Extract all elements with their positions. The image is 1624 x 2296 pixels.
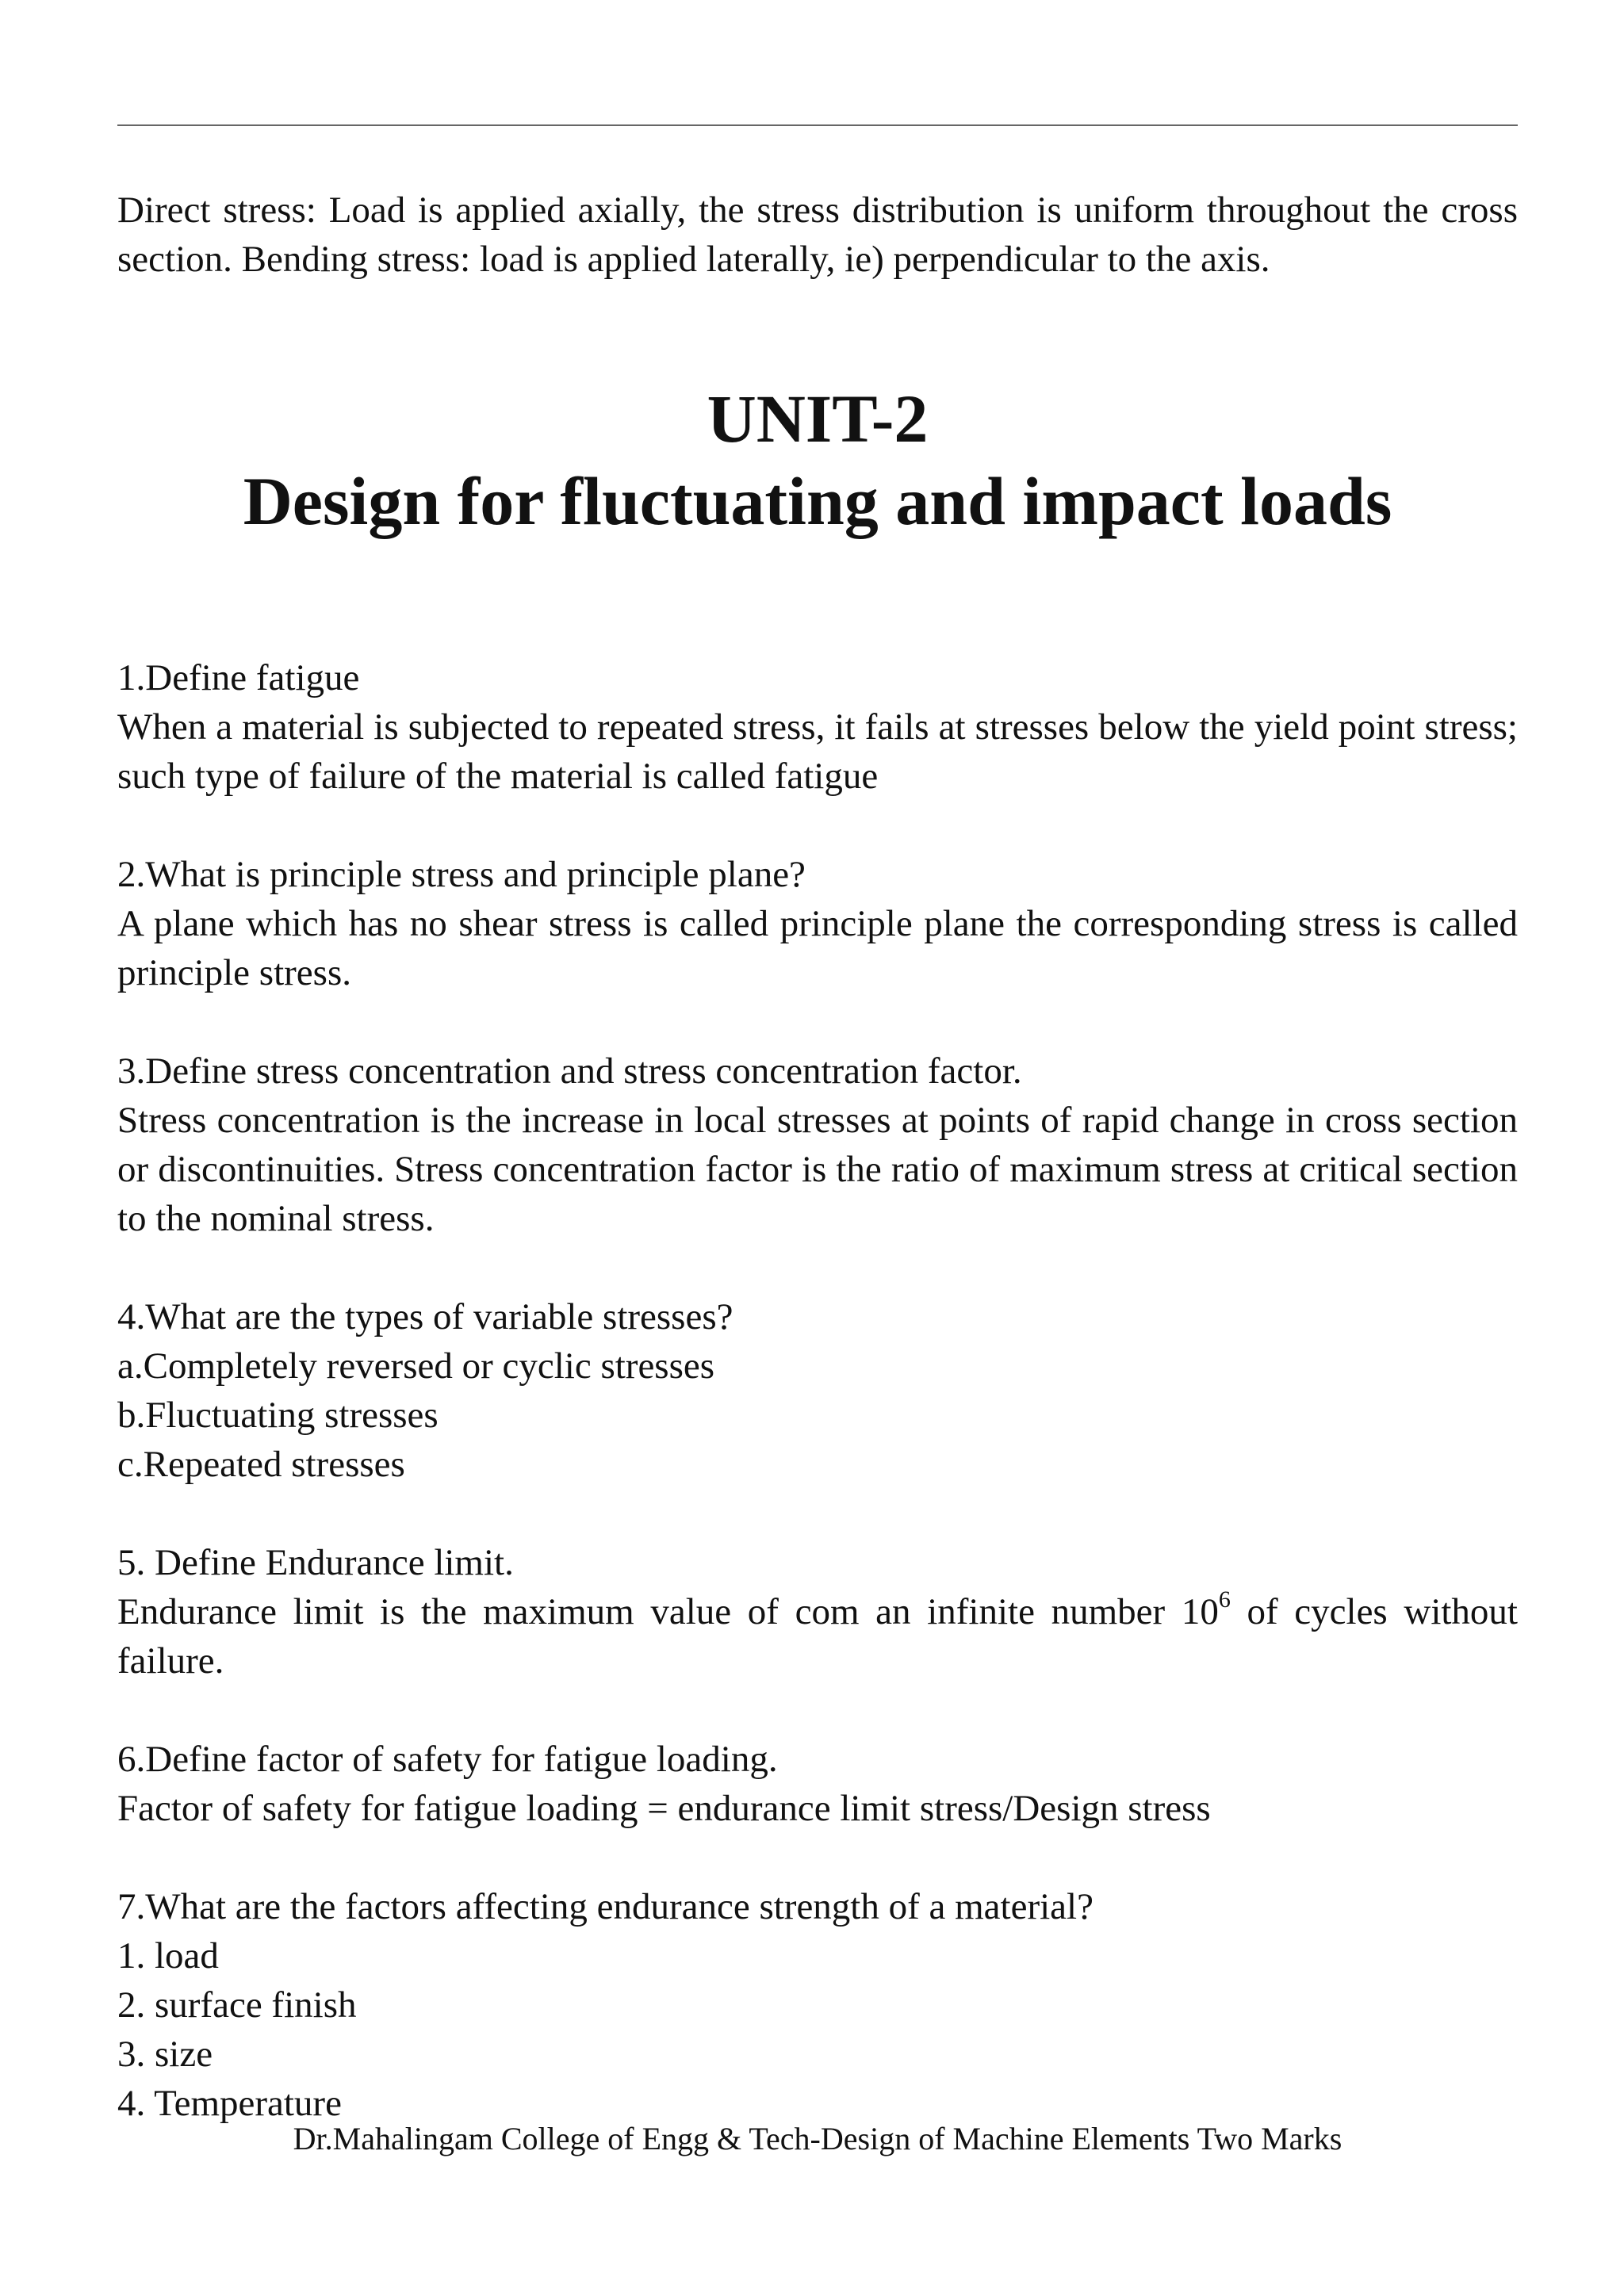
answer-5 xyxy=(117,1587,1518,1686)
list-item: b.Fluctuating stresses xyxy=(117,1395,439,1436)
list-item: c.Repeated stresses xyxy=(117,1444,405,1485)
cycles-base: 10 xyxy=(1181,1591,1219,1632)
question-3: 3.Define stress concentration and stress concentration factor. xyxy=(117,1050,1022,1092)
answer-3: Stress concentration is the increase in local stresses at points of rapid change in cross section or discontinuities. Stress concentration factor is the ratio of maximum stress at critical section to the nominal stress. xyxy=(117,1100,1518,1239)
title-block xyxy=(117,377,1518,542)
answer-1: When a material is subjected to repeated stress, it fails at stresses below the yield point stress; such type of failure of the material is called fatigue xyxy=(117,706,1518,797)
question-2: 2.What is principle stress and principle plane? xyxy=(117,854,806,895)
question-6: 6.Define factor of safety for fatigue loading. xyxy=(117,1739,778,1780)
unit-heading: UNIT-2 xyxy=(707,381,929,457)
qa-item-2 xyxy=(117,850,1518,997)
list-item: 2. surface finish xyxy=(117,1984,357,2026)
qa-item-7 xyxy=(117,1882,1518,2128)
question-4: 4.What are the types of variable stresses? xyxy=(117,1296,733,1337)
qa-item-3 xyxy=(117,1047,1518,1243)
answer-5-text: Endurance limit is the maximum value of com an infinite number xyxy=(117,1591,1182,1632)
qa-item-5 xyxy=(117,1538,1518,1686)
cycles-exponent: 6 xyxy=(1218,1586,1231,1613)
list-item: 3. size xyxy=(117,2034,213,2075)
answer-6: Factor of safety for fatigue loading = endurance limit stress/Design stress xyxy=(117,1788,1211,1829)
intro-paragraph: Direct stress: Load is applied axially, the stress distribution is uniform throughout the cross section. Bending stress: load is applied laterally, ie) perpendicular to the axis. xyxy=(117,189,1518,280)
qa-item-6 xyxy=(117,1735,1518,1833)
page-footer: Dr.Mahalingam College of Engg & Tech-Design of Machine Elements Two Marks xyxy=(293,2121,1342,2156)
qa-item-4 xyxy=(117,1292,1518,1489)
list-item: a.Completely reversed or cyclic stresses xyxy=(117,1345,715,1387)
header-rule xyxy=(117,124,1518,126)
list-item: 1. load xyxy=(117,1935,219,1976)
question-1: 1.Define fatigue xyxy=(117,657,360,698)
answer-5-text-end: of cycles without failure. xyxy=(117,1591,1518,1682)
question-5: 5. Define Endurance limit. xyxy=(117,1542,514,1583)
question-7: 7.What are the factors affecting endurance strength of a material? xyxy=(117,1886,1094,1927)
qa-item-1 xyxy=(117,653,1518,801)
list-item: 4. Temperature xyxy=(117,2083,342,2124)
answer-2: A plane which has no shear stress is called principle plane the corresponding stress is called principle stress. xyxy=(117,903,1518,993)
page-title: Design for fluctuating and impact loads xyxy=(243,463,1392,539)
